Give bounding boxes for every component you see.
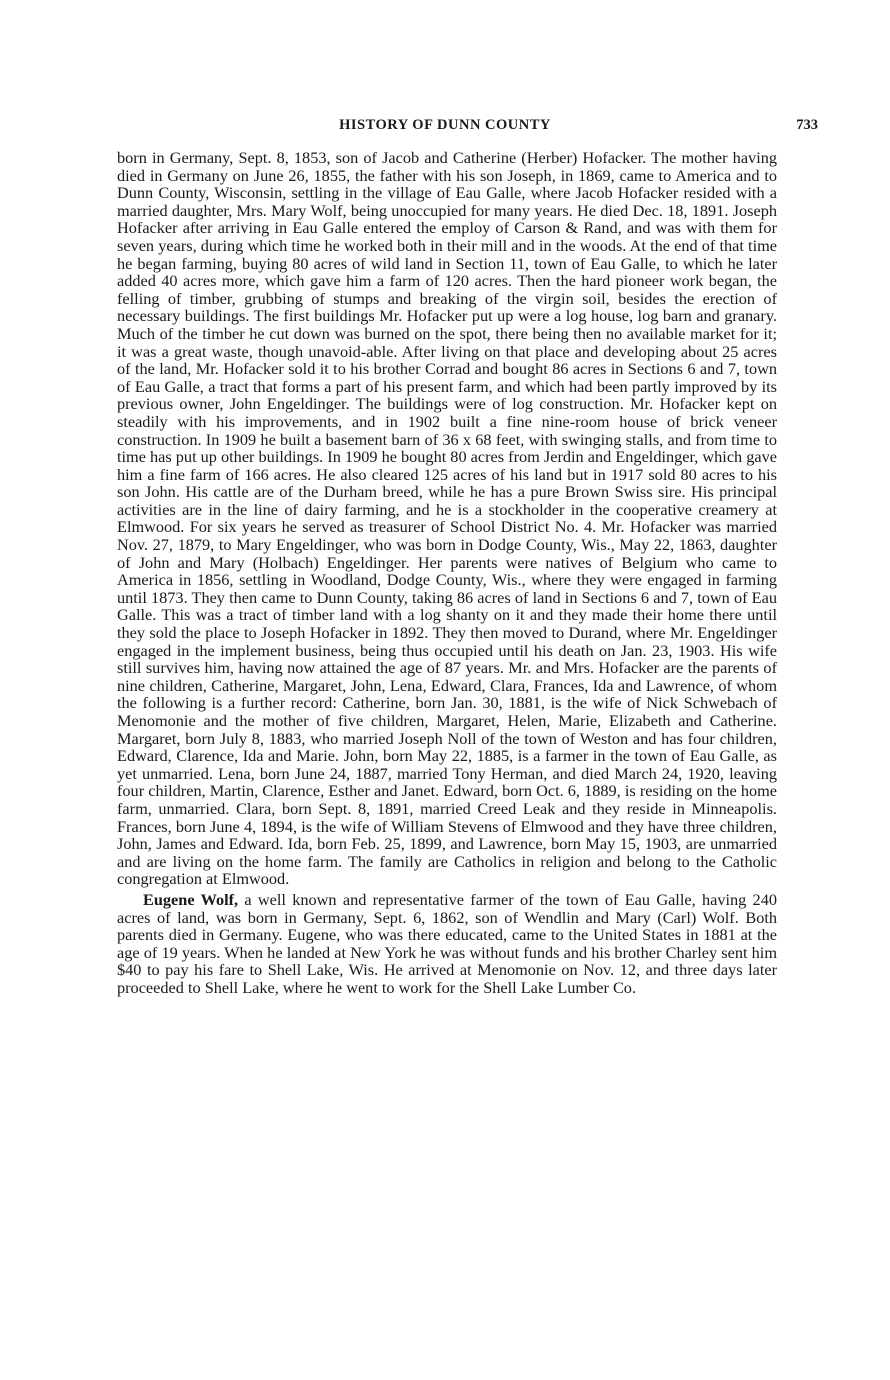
paragraph-hofacker: born in Germany, Sept. 8, 1853, son of Jacob and Catherine (Herber) Hofacker. The mother having died in Germany on June 26, 1855, the father with his son Joseph, in 1869, came to America and to Dunn County, Wisconsin, settling in the village of Eau Galle, where Jacob Hofacker resided with a married daughter, Mrs. Mary Wolf, being unoccupied for many years. He died Dec. 18, 1891. Joseph Hofacker after arriving in Eau Galle entered the employ of Carson & Rand, and was with them for seven years, during which time he worked both in their mill and in the woods. At the end of that time he began farming, buying 80 acres of wild land in Section 11, town of Eau Galle, to which he later added 40 acres more, which gave him a farm of 120 acres. Then the hard pioneer work began, the felling of timber, grubbing of stumps and breaking of the virgin soil, besides the erection of necessary buildings. The first buildings Mr. Hofacker put up were a log house, log barn and granary. Much of the timber he cut down was burned on the spot, there being then no available market for it; it was a great waste, though unavoid-able. After living on that place and developing about 25 acres of the land, Mr. Hofacker sold it to his brother Corrad and bought 86 acres in Sections 6 and 7, town of Eau Galle, a tract that forms a part of his present farm, and which had been partly improved by its previous owner, John Engeldinger. The buildings were of log construction. Mr. Hofacker kept on steadily with his improvements, and in 1902 built a fine nine-room house of brick veneer construction. In 1909 he built a basement barn of 36 x 68 feet, with swinging stalls, and from time to time has put up other buildings. In 1909 he bought 80 acres from Jerdin and Engeldinger, which gave him a fine farm of 166 acres. He also cleared 125 acres of his land but in 1917 sold 80 acres to his son John. His cattle are of the Durham breed, while he has a pure Brown Swiss sire. His principal activities are in the line of dairy farming, and he is a stockholder in the cooperative creamery at Elmwood. For six years he served as treasurer of School District No. 4. Mr. Hofacker was married Nov. 27, 1879, to Mary Engeldinger, who was born in Dodge County, Wis., May 22, 1863, daughter of John and Mary (Holbach) Engeldinger. Her parents were natives of Belgium who came to America in 1856, settling in Woodland, Dodge County, Wis., where they were engaged in farming until 1873. They then came to Dunn County, taking 86 acres of land in Sections 6 and 7, town of Eau Galle. This was a tract of timber land with a log shanty on it and they made their home there until they sold the place to Joseph Hofacker in 1892. They then moved to Durand, where Mr. Engeldinger engaged in the implement business, being thus occupied until his death on Jan. 23, 1903. His wife still survives him, having now attained the age of 87 years. Mr. and Mrs. Hofacker are the parents of nine children, Catherine, Margaret, John, Lena, Edward, Clara, Frances, Ida and Lawrence, of whom the following is a further record: Catherine, born Jan. 30, 1881, is the wife of Nick Schwebach of Menomonie and the mother of five children, Margaret, Helen, Marie, Elizabeth and Catherine. Margaret, born July 8, 1883, who married Joseph Noll of the town of Weston and has four children, Edward, Clarence, Ida and Marie. John, born May 22, 1885, is a farmer in the town of Eau Galle, as yet unmarried. Lena, born June 24, 1887, married Tony Herman, and died March 24, 1920, leaving four children, Martin, Clarence, Esther and Janet. Edward, born Oct. 6, 1889, is residing on the home farm, unmarried. Clara, born Sept. 8, 1891, married Creed Leak and they reside in Minneapolis. Frances, born June 4, 1894, is the wife of William Stevens of Elmwood and they have three children, John, James and Edward. Ida, born Feb. 25, 1899, and Lawrence, born May 15, 1903, are unmarried and are living on the home farm. The family are Catholics in religion and belong to the Catholic congregation at Elmwood. bbox=[117, 148, 777, 889]
page-header bbox=[0, 117, 890, 141]
running-title: HISTORY OF DUNN COUNTY bbox=[339, 117, 551, 133]
entry-text: a well known and representative farmer of the town of Eau Galle, having 240 acres of land, was born in Germany, Sept. 6, 1862, son of Wendlin and Mary (Carl) Wolf. Both parents died in Germany. Eugene, who was there educated, came to the United States in 1881 at the age of 19 years. When he landed at New York he was without funds and his brother Charley sent him $40 to pay his fare to Shell Lake, Wis. He arrived at Menomonie on Nov. 12, and three days later proceeded to Shell Lake, where he went to work for the Shell Lake Lumber Co. bbox=[117, 889, 777, 997]
body-text bbox=[117, 149, 777, 997]
page-number: 733 bbox=[796, 117, 818, 133]
entry-lead-name: Eugene Wolf, bbox=[143, 889, 239, 909]
paragraph-eugene-wolf bbox=[117, 891, 777, 997]
